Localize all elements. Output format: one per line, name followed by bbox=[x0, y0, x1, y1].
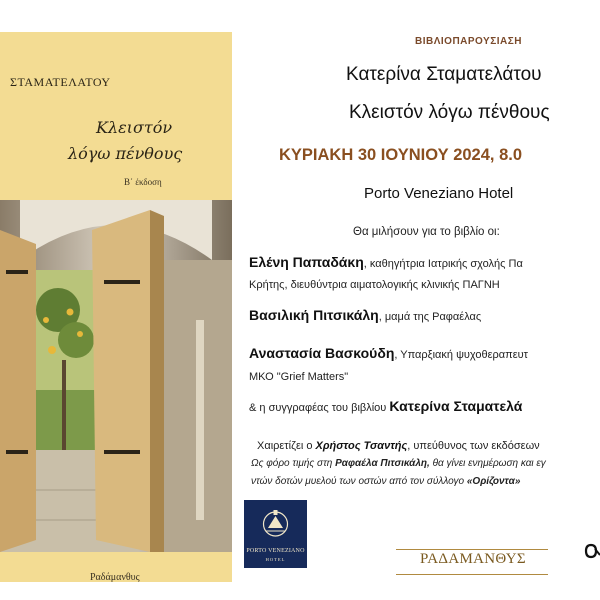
speaker-1-role: , καθηγήτρια Ιατρικής σχολής Πα bbox=[363, 258, 523, 270]
cover-edition: Β΄ έκδοση bbox=[124, 177, 162, 187]
cover-door-photo bbox=[0, 200, 232, 552]
porto-logo-name: PORTO VENEZIANO bbox=[246, 548, 305, 554]
author-speaker-name: Κατερίνα Σταματελά bbox=[389, 398, 523, 414]
porto-crest-icon bbox=[244, 500, 307, 544]
speaker-2 bbox=[249, 307, 481, 325]
cover-publisher: Ραδάμανθυς bbox=[90, 572, 140, 582]
speaker-3-role-line2: ΜΚΟ "Grief Matters" bbox=[249, 371, 349, 383]
partial-logo-icon bbox=[584, 541, 600, 561]
speaker-1-role-line2: Κρήτης, διευθύντρια αιματολογικής κλινικής ΠΑΓΝΗ bbox=[249, 279, 500, 291]
speaker-3-name: Αναστασία Βασκούδη bbox=[249, 345, 395, 361]
tribute-org: «Ορίζοντα» bbox=[466, 476, 521, 487]
speaker-3-role: , Υπαρξιακή ψυχοθεραπευτ bbox=[394, 349, 529, 361]
tribute-line2-a: ντών δοτών μυελού των οστών από τον σύλλογο bbox=[251, 476, 467, 487]
radamanthys-logo: ΡΑΔΑΜΑΝΘΥΣ bbox=[420, 551, 526, 567]
speaker-2-role: , μαμά της Ραφαέλας bbox=[378, 311, 482, 323]
host-suffix: , υπεύθυνος των εκδόσεων bbox=[407, 440, 540, 452]
event-venue: Porto Veneziano Hotel bbox=[364, 185, 514, 202]
tribute-name: Ραφαέλα Πιτσικάλη, bbox=[335, 458, 430, 469]
event-book-title: Κλειστόν λόγω πένθους bbox=[349, 102, 550, 123]
tribute-line1 bbox=[251, 458, 546, 469]
host-name: Χρήστος Τσαντής bbox=[315, 440, 408, 452]
tribute-line1-a: Ως φόρο τιμής στη bbox=[251, 458, 336, 469]
tribute-line2 bbox=[251, 476, 520, 487]
host-line bbox=[257, 436, 540, 454]
speakers-intro: Θα μιλήσουν για το βιβλίο οι: bbox=[353, 226, 500, 238]
speaker-3 bbox=[249, 345, 528, 363]
cover-author: ΣΤΑΜΑΤΕΛΑΤΟΥ bbox=[10, 75, 111, 89]
speaker-2-name: Βασιλική Πιτσικάλη bbox=[249, 307, 379, 323]
porto-logo-sub: HOTEL bbox=[265, 557, 286, 562]
event-kicker: ΒΙΒΛΙΟΠΑΡΟΥΣΙΑΣΗ bbox=[415, 36, 522, 47]
event-author: Κατερίνα Σταματελάτου bbox=[346, 64, 542, 85]
author-speaker bbox=[249, 398, 522, 416]
cover-title-line2: λόγω πένθους bbox=[68, 144, 183, 163]
speaker-1 bbox=[249, 254, 523, 272]
cover-title-line1: Κλειστόν bbox=[96, 118, 173, 137]
host-prefix: Χαιρετίζει ο bbox=[257, 440, 316, 452]
author-speaker-prefix: & η συγγραφέας του βιβλίου bbox=[249, 402, 390, 414]
event-date-time: ΚΥΡΙΑΚΗ 30 ΙΟΥΝΙΟΥ 2024, 8.0 bbox=[279, 146, 523, 164]
book-cover bbox=[0, 32, 232, 582]
tribute-line1-b: θα γίνει ενημέρωση και εγ bbox=[429, 458, 546, 469]
speaker-1-name: Ελένη Παπαδάκη bbox=[249, 254, 364, 270]
